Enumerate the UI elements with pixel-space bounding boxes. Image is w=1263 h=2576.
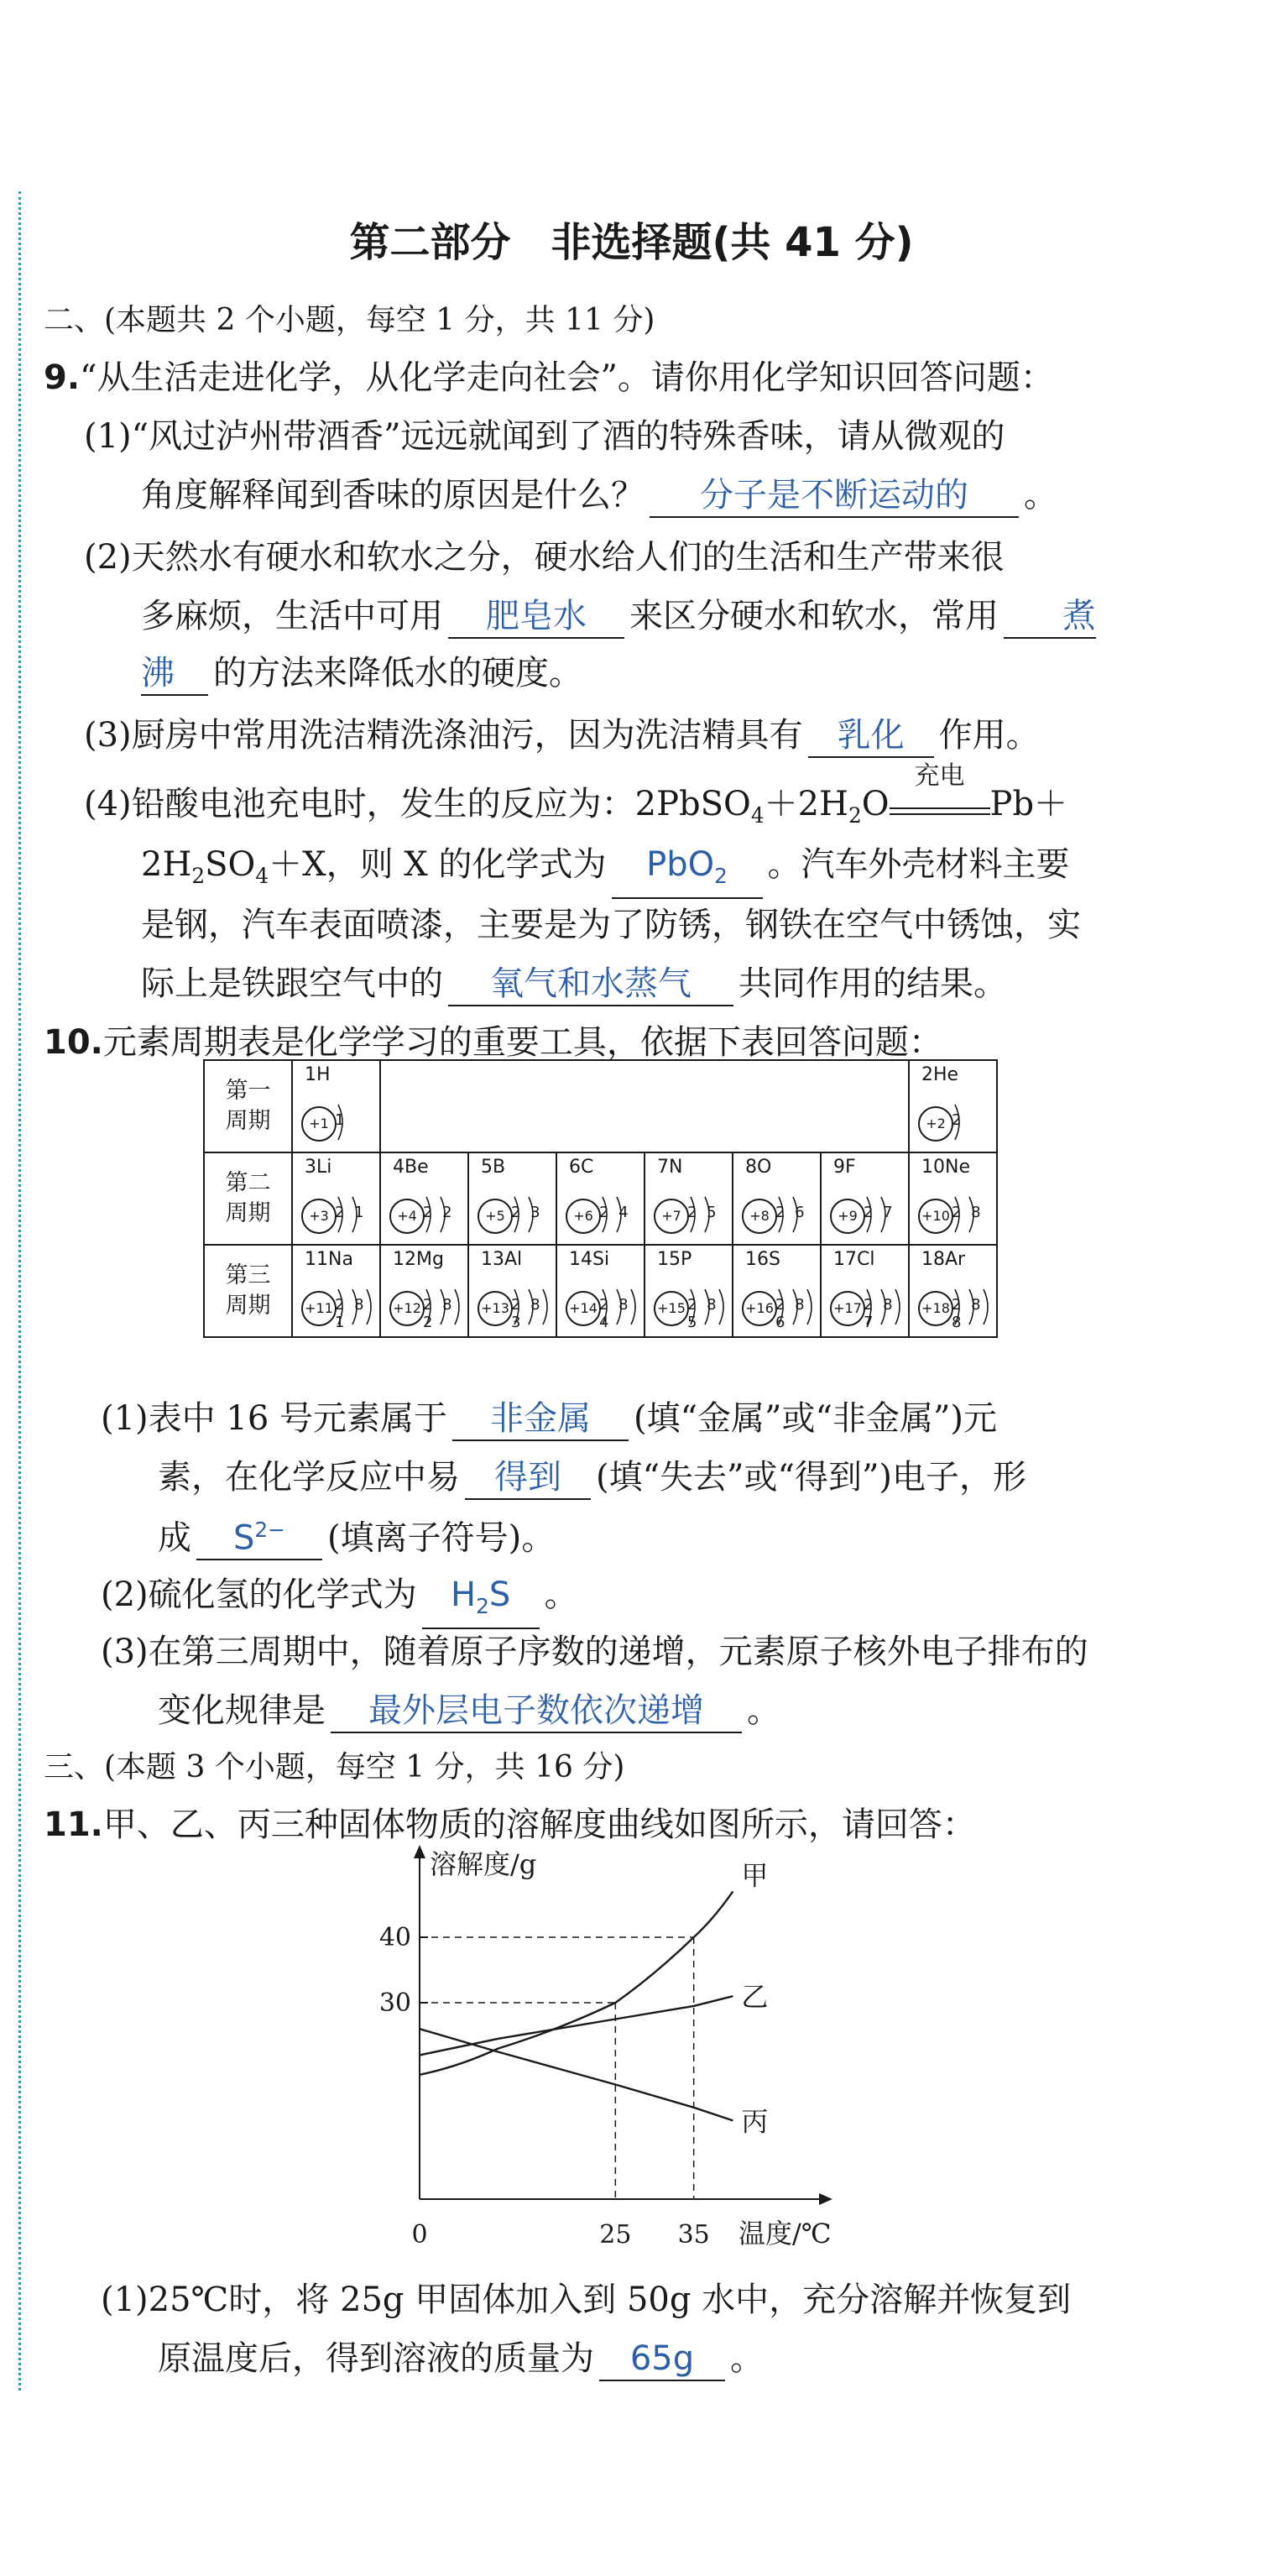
q10-part1-text-e: 成 — [158, 1518, 191, 1558]
q10-part2-answer-s: S — [488, 1575, 511, 1614]
q9-part4-line4 — [141, 959, 1007, 1009]
q9-part2-line3 — [141, 648, 582, 698]
electron-counts: 2 8 1 — [335, 1296, 367, 1331]
element-cell — [821, 1152, 909, 1245]
q11-number: 11. — [44, 1805, 103, 1844]
electron-counts: 2 8 8 — [952, 1296, 984, 1331]
y-axis-arrow — [414, 1845, 425, 1858]
solubility-chart — [378, 1838, 848, 2249]
q10-part3-end: 。 — [747, 1691, 780, 1730]
nucleus-charge: +14 — [566, 1291, 601, 1326]
atom-structure-diagram — [918, 1189, 995, 1241]
q10-part1-text-d: (填“失去”或“得到”)电子，形 — [596, 1458, 1027, 1497]
element-cell — [821, 1245, 909, 1337]
atom-structure-diagram — [918, 1281, 995, 1333]
element-symbol: 3Li — [305, 1157, 332, 1178]
q10-part3-text: 变化规律是 — [158, 1691, 326, 1730]
period-row — [204, 1152, 997, 1245]
nucleus-charge: +11 — [301, 1291, 337, 1326]
element-cell — [292, 1152, 380, 1245]
nucleus-charge: +5 — [478, 1199, 513, 1234]
q9-part4-line3: 是钢，汽车表面喷漆，主要是为了防锈，钢铁在空气中锈蚀，实 — [141, 906, 1081, 944]
electron-counts: 2 8 6 — [775, 1296, 807, 1331]
element-symbol: 10Ne — [921, 1157, 970, 1178]
q9-part4-line1 — [84, 761, 1068, 841]
q10-part3-answer: 最外层电子数依次递增 — [331, 1690, 742, 1733]
element-cell — [556, 1152, 645, 1245]
q9-part1-end: 。 — [1024, 476, 1057, 515]
nucleus-charge: +15 — [654, 1291, 689, 1326]
q9-part4-answer1-sub: 2 — [714, 864, 728, 888]
q10-part1-text-f: (填离子符号)。 — [327, 1518, 556, 1558]
electron-counts: 2 7 — [864, 1204, 895, 1221]
q9-part4-sub4: 4 — [750, 803, 765, 828]
element-symbol: 18Ar — [921, 1249, 966, 1270]
nucleus-charge: +2 — [918, 1106, 953, 1142]
q9-part4-text-b: 。汽车外壳材料主要 — [767, 845, 1070, 884]
atom-structure-diagram — [830, 1189, 907, 1241]
section-two-header: 二、(本题共 2 个小题，每空 1 分，共 11 分) — [44, 303, 655, 337]
element-symbol: 13Al — [481, 1249, 523, 1270]
empty-cell — [468, 1060, 556, 1152]
atom-structure-diagram — [566, 1281, 643, 1333]
q10-part2-text: (2)硫化氢的化学式为 — [101, 1575, 417, 1614]
q9-part2-answer1: 肥皂水 — [448, 595, 624, 639]
period-label: 第三 周期 — [204, 1245, 292, 1337]
q10-part1-answer2: 得到 — [465, 1456, 591, 1500]
q9-part2-text-b: 来区分硬水和软水，常用 — [629, 597, 999, 635]
electron-counts: 2 4 — [599, 1204, 631, 1221]
q9-part1-line1: (1)“风过泸州带酒香”远远就闻到了酒的特殊香味，请从微观的 — [84, 417, 1005, 456]
element-cell — [556, 1245, 645, 1337]
electron-counts: 2 8 4 — [599, 1296, 631, 1331]
binding-margin-line — [18, 191, 21, 2391]
element-symbol: 12Mg — [393, 1249, 444, 1270]
element-cell — [380, 1152, 468, 1245]
nucleus-charge: +12 — [389, 1291, 425, 1326]
reaction-condition: 充电 — [914, 761, 965, 791]
q9-part4-eq-pb: Pb＋ — [989, 785, 1068, 823]
q9-part2-line2 — [141, 591, 1101, 641]
element-cell — [645, 1245, 733, 1337]
element-symbol: 8O — [745, 1157, 772, 1178]
q9-part2-text-c: 的方法来降低水的硬度。 — [213, 654, 582, 692]
q9-part4-answer1-main: PbO — [646, 845, 715, 884]
y-tick-label: 30 — [378, 1988, 411, 2018]
section-three-header: 三、(本题 3 个小题，每空 1 分，共 16 分) — [44, 1750, 625, 1784]
period-label: 第一 周期 — [204, 1060, 292, 1152]
q9-part4-text-d: 际上是铁跟空气中的 — [141, 964, 443, 1003]
atom-structure-diagram — [478, 1189, 555, 1241]
element-symbol: 16S — [745, 1249, 780, 1270]
electron-counts: 2 8 7 — [864, 1296, 895, 1331]
q9-part2-answer2-end: 沸 — [141, 652, 208, 696]
series-line — [420, 1891, 733, 2074]
q9-part3-line — [84, 710, 1040, 760]
q11-part1-line1: (1)25℃时，将 25g 甲固体加入到 50g 水中，充分溶解并恢复到 — [101, 2281, 1072, 2319]
nucleus-charge: +16 — [742, 1291, 777, 1326]
atom-structure-diagram — [566, 1189, 643, 1241]
q9-part1-answer: 分子是不断运动的 — [650, 474, 1019, 518]
q11-part1-text: 原温度后，得到溶液的质量为 — [158, 2339, 594, 2378]
q10-part2-end: 。 — [544, 1575, 578, 1614]
element-symbol: 1H — [305, 1064, 331, 1085]
electron-counts: 2 8 2 — [423, 1296, 455, 1331]
q10-part3-line2 — [158, 1685, 780, 1736]
q10-part1-answer3-main: S — [233, 1518, 255, 1558]
electron-counts: 2 — [952, 1111, 964, 1129]
empty-cell — [733, 1060, 821, 1152]
q9-part4-question: ＋X，则 X 的化学式为 — [269, 845, 607, 884]
atom-structure-diagram — [742, 1189, 819, 1241]
q9-part1-line2 — [141, 470, 1057, 520]
q10-part2-answer-h: H — [451, 1575, 477, 1614]
atom-structure-diagram — [742, 1281, 819, 1333]
q10-part1-text-c: 素，在化学反应中易 — [158, 1458, 460, 1497]
q9-part2-answer2-start: 煮 — [1004, 595, 1096, 639]
electron-counts: 2 1 — [335, 1204, 367, 1221]
element-cell — [645, 1152, 733, 1245]
atom-structure-diagram — [301, 1096, 378, 1148]
q10-part1-answer3 — [196, 1509, 322, 1560]
x-tick-label: 25 — [599, 2220, 632, 2249]
y-axis-label: 溶解度/g — [430, 1848, 537, 1880]
q9-part3-end: 作用。 — [938, 716, 1040, 755]
q10-part3-line1: (3)在第三周期中，随着原子序数的递增，元素原子核外电子排布的 — [101, 1633, 1088, 1671]
origin-label: 0 — [411, 2220, 428, 2249]
y-tick-label: 40 — [378, 1923, 411, 1952]
q10-part1-answer1: 非金属 — [452, 1398, 629, 1441]
atom-structure-diagram — [389, 1281, 467, 1333]
atom-structure-diagram — [654, 1281, 731, 1333]
q10-stem-text: 元素周期表是化学学习的重要工具，依据下表回答问题： — [102, 1023, 942, 1062]
element-cell — [468, 1245, 556, 1337]
q9-part4-text-e: 共同作用的结果。 — [738, 964, 1007, 1003]
nucleus-charge: +6 — [566, 1199, 601, 1234]
element-cell — [909, 1245, 997, 1337]
reaction-equals-sign — [890, 807, 990, 815]
element-symbol: 11Na — [305, 1249, 353, 1270]
q9-part4-eq-b: ＋2H — [764, 785, 848, 823]
q9-part2-text-a: 多麻烦，生活中可用 — [141, 597, 443, 635]
series-label: 丙 — [741, 2105, 769, 2138]
q11-part1-end: 。 — [730, 2339, 764, 2378]
q10-number: 10. — [44, 1023, 103, 1062]
element-symbol: 2He — [921, 1064, 959, 1085]
q9-part3-answer: 乳化 — [808, 714, 934, 758]
electron-counts: 2 8 5 — [687, 1296, 719, 1331]
q9-part3-text: (3)厨房中常用洗洁精洗涤油污，因为洗洁精具有 — [84, 716, 803, 755]
q10-part1-text-b: (填“金属”或“非金属”)元 — [634, 1399, 998, 1438]
atom-structure-diagram — [918, 1096, 995, 1148]
element-symbol: 7N — [657, 1157, 683, 1178]
q11-stem-text: 甲、乙、丙三种固体物质的溶解度曲线如图所示，请回答： — [102, 1805, 976, 1844]
q10-part1-line1 — [101, 1393, 997, 1444]
nucleus-charge: +4 — [389, 1199, 425, 1234]
atom-structure-diagram — [830, 1281, 907, 1333]
x-axis-arrow — [819, 2193, 832, 2205]
atom-structure-diagram — [654, 1189, 731, 1241]
q9-part4-sub2: 2 — [848, 803, 862, 828]
element-symbol: 4Be — [393, 1157, 429, 1178]
period-label: 第二 周期 — [204, 1152, 292, 1245]
series-line — [420, 2029, 733, 2120]
atom-structure-diagram — [389, 1189, 467, 1241]
atom-structure-diagram — [301, 1281, 378, 1333]
element-symbol: 14Si — [569, 1249, 610, 1270]
element-symbol: 9F — [833, 1157, 856, 1178]
nucleus-charge: +7 — [654, 1199, 689, 1234]
q9-part2-line1: (2)天然水有硬水和软水之分，硬水给人们的生活和生产带来很 — [84, 538, 1005, 577]
q9-part4-eq-a: (4)铅酸电池充电时，发生的反应为：2PbSO — [84, 785, 751, 823]
electron-counts: 2 6 — [775, 1204, 807, 1221]
q10-part1-line3 — [158, 1509, 555, 1563]
period-row — [204, 1060, 997, 1152]
atom-structure-diagram — [478, 1281, 555, 1333]
q9-part4-h2-sub: 2 — [191, 864, 206, 888]
q11-part1-line2 — [158, 2333, 764, 2384]
q10-part1-answer3-sup: 2− — [254, 1518, 285, 1542]
nucleus-charge: +3 — [301, 1199, 337, 1234]
period-row — [204, 1245, 997, 1337]
empty-cell — [645, 1060, 733, 1152]
q9-part4-h2: 2H — [141, 845, 192, 884]
q9-part4-so4-sub: 4 — [255, 864, 269, 888]
element-cell — [733, 1245, 821, 1337]
element-symbol: 15P — [657, 1249, 692, 1270]
q9-stem — [44, 353, 1054, 403]
q9-number: 9. — [44, 358, 81, 397]
q10-part1-text-a: (1)表中 16 号元素属于 — [101, 1399, 447, 1438]
q9-part4-answer1 — [612, 844, 763, 899]
series-label: 乙 — [741, 1981, 769, 2014]
element-symbol: 17Cl — [833, 1249, 875, 1270]
part-title: 第二部分 非选择题(共 41 分) — [349, 219, 914, 266]
q10-part2-answer-sub: 2 — [476, 1594, 489, 1618]
reaction-arrow — [890, 761, 990, 815]
nucleus-charge: +1 — [301, 1106, 337, 1142]
empty-cell — [821, 1060, 909, 1152]
element-symbol: 5B — [481, 1157, 506, 1178]
element-cell — [733, 1152, 821, 1245]
element-cell — [468, 1152, 556, 1245]
empty-cell — [556, 1060, 645, 1152]
series-line — [420, 1996, 733, 2055]
q10-part2-line — [101, 1570, 578, 1629]
electron-counts: 2 8 3 — [511, 1296, 543, 1331]
electron-counts: 2 3 — [511, 1204, 543, 1221]
nucleus-charge: +18 — [918, 1291, 953, 1326]
nucleus-charge: +10 — [918, 1199, 953, 1234]
atom-structure-diagram — [301, 1189, 378, 1241]
q9-part4-so: SO — [205, 845, 256, 884]
nucleus-charge: +17 — [830, 1291, 865, 1326]
element-symbol: 6C — [569, 1157, 594, 1178]
nucleus-charge: +8 — [742, 1199, 777, 1234]
x-tick-label: 35 — [677, 2220, 710, 2249]
element-cell — [292, 1245, 380, 1337]
element-cell — [909, 1152, 997, 1245]
electron-counts: 2 5 — [687, 1204, 719, 1221]
periodic-table — [203, 1059, 998, 1338]
q9-part1-text: 角度解释闻到香味的原因是什么？ — [141, 476, 645, 515]
series-label: 甲 — [741, 1859, 769, 1892]
nucleus-charge: +13 — [478, 1291, 513, 1326]
electron-counts: 1 — [335, 1111, 347, 1129]
q10-part1-line2 — [158, 1452, 1026, 1502]
q9-part4-answer2: 氧气和水蒸气 — [448, 963, 733, 1006]
q11-part1-answer: 65g — [599, 2338, 725, 2381]
q10-part2-answer — [422, 1574, 540, 1629]
element-cell — [292, 1060, 380, 1152]
electron-counts: 2 2 — [423, 1204, 455, 1221]
q9-part4-line2 — [141, 839, 1070, 901]
element-cell — [909, 1060, 997, 1152]
q9-part4-eq-o: O — [861, 785, 890, 823]
element-cell — [380, 1245, 468, 1337]
q9-stem-text: “从生活走进化学，从化学走向社会”。请你用化学知识回答问题： — [80, 358, 1054, 397]
electron-counts: 2 8 — [952, 1204, 984, 1221]
x-axis-label: 温度/℃ — [738, 2218, 832, 2249]
nucleus-charge: +9 — [830, 1199, 865, 1234]
empty-cell — [380, 1060, 468, 1152]
